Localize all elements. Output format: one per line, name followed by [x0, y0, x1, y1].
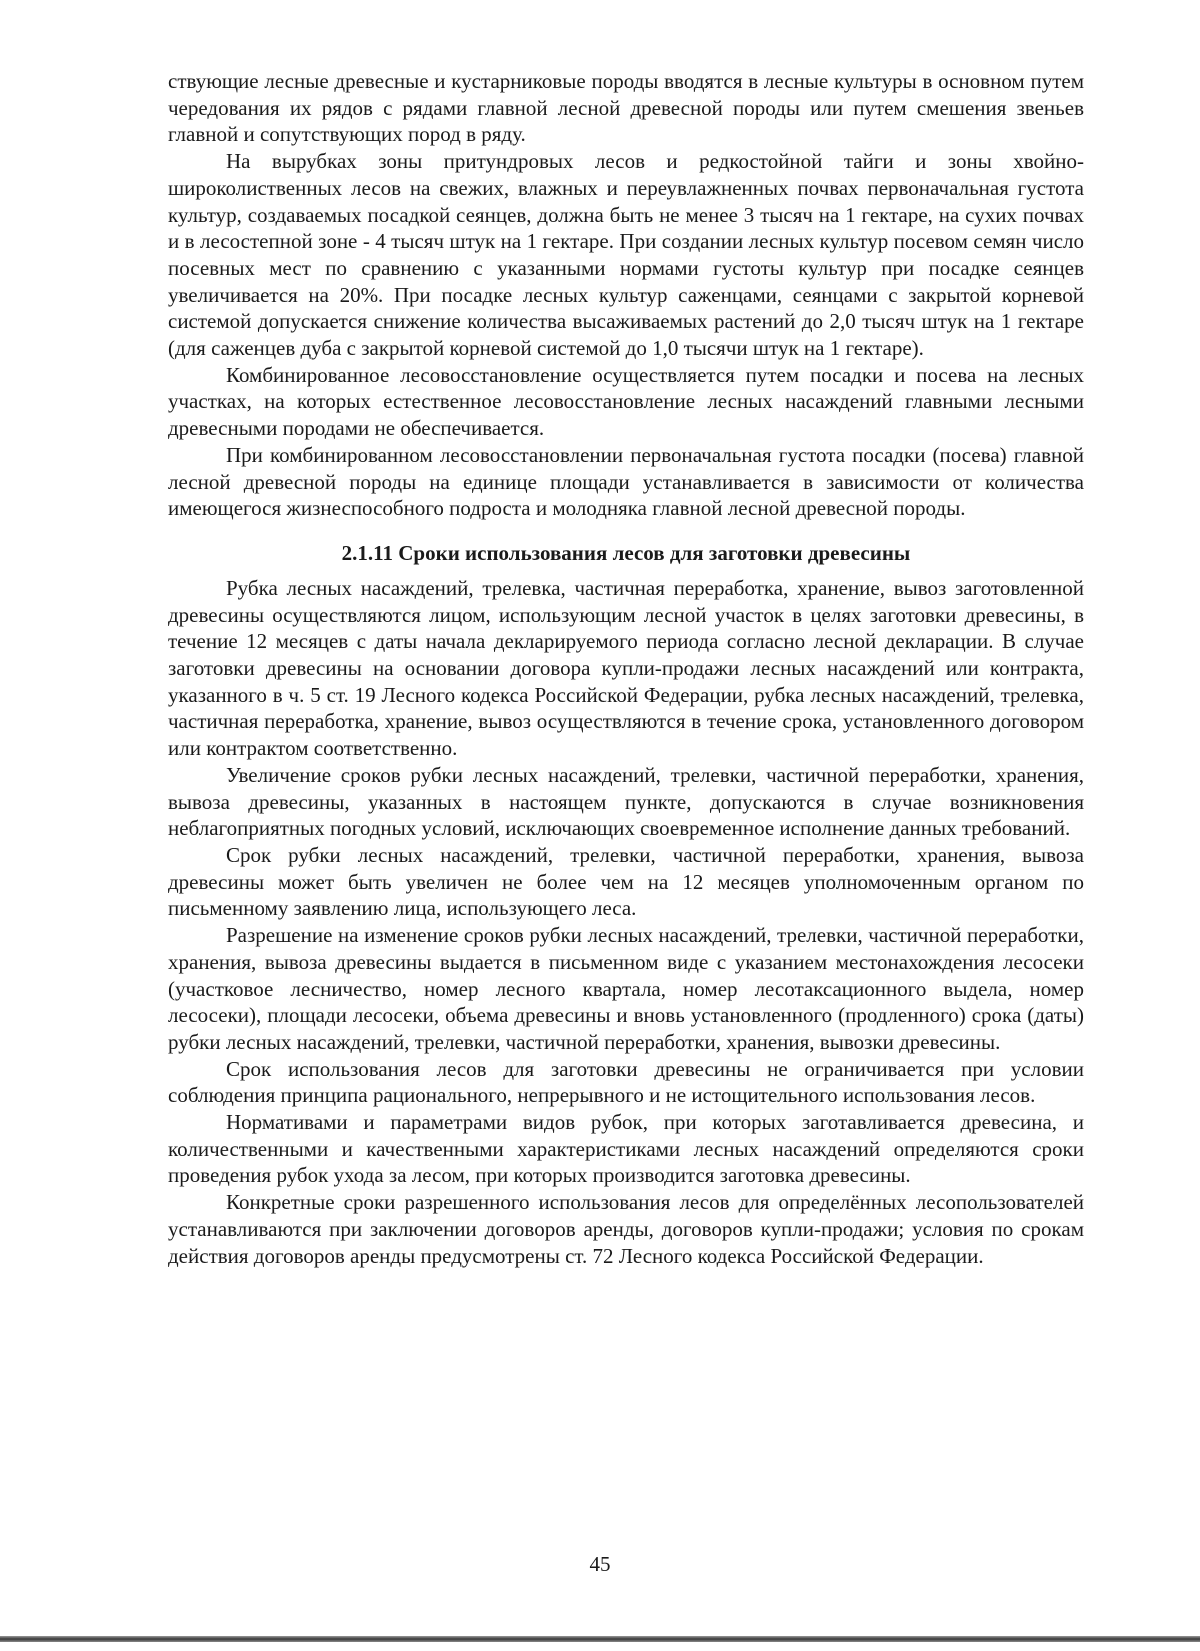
- paragraph-term-extension: Увеличение сроков рубки лесных насаждений, трелевки, частичной переработки, хранения, вывоза древесины, указанных в настоящем пункте, допускаются в случае возникновения неблагоприятных погодных условий, исключающих своевременное исполнение данных требований.: [168, 762, 1084, 841]
- paragraph-permission: Разрешение на изменение сроков рубки лесных насаждений, трелевки, частичной переработки, хранения, вывоза древесины выдается в письменном виде с указанием местонахождения лесосеки (участковое лесничество, номер лесного квартала, номер лесотаксационного выдела, номер лесосеки), площади лесосеки, объема древесины и вновь установленного (продленного) срока (даты) рубки лесных насаждений, трелевки, частичной переработки, хранения, вывозки древесины.: [168, 923, 1084, 1054]
- paragraph-continuation: ствующие лесные древесные и кустарниковые породы вводятся в лесные культуры в основном путем чередования их рядов с рядами главной лесной древесной породы или путем смешения звеньев главной и сопутствующих пород в ряду.: [168, 69, 1084, 147]
- document-page: [168, 68, 1084, 1269]
- scan-edge-line: [0, 1636, 1200, 1642]
- paragraph-initial-density: На вырубках зоны притундровых лесов и редкостойной тайги и зоны хвойно-широколиственных лесов на свежих, влажных и переувлажненных почвах первоначальная густота культур, создаваемых посадкой сеянцев, должна быть не менее 3 тысяч на 1 гектаре, на сухих почвах и в лесостепной зоне - 4 тысяч штук на 1 гектаре. При создании лесных культур посевом семян число посевных мест по сравнению с указанными нормами густоты культур при посадке сеянцев увеличивается на 20%. При посадке лесных культур саженцами, сеянцами с закрытой корневой системой допускается снижение количества высаживаемых растений до 2,0 тысяч штук на 1 гектаре (для саженцев дуба с закрытой корневой системой до 1,0 тысячи штук на 1 гектаре).: [168, 149, 1084, 361]
- paragraph-standards: Нормативами и параметрами видов рубок, при которых заготавливается древесина, и количественными и качественными характеристиками лесных насаждений определяются сроки проведения рубок ухода за лесом, при которых производится заготовка древесины.: [168, 1110, 1084, 1188]
- paragraph-specific-terms: Конкретные сроки разрешенного использования лесов для определённых лесопользователей устанавливаются при заключении договоров аренды, договоров купли-продажи; условия по срокам действия договоров аренды предусмотрены ст. 72 Лесного кодекса Российской Федерации.: [168, 1190, 1084, 1268]
- section-heading: 2.1.11 Сроки использования лесов для заготовки древесины: [341, 540, 911, 565]
- paragraph-unlimited-term: Срок использования лесов для заготовки древесины не ограничивается при условии соблюдения принципа рационального, непрерывного и не истощительного использования лесов.: [168, 1056, 1084, 1108]
- page-number: 45: [589, 1552, 611, 1576]
- paragraph-combined-reforestation: Комбинированное лесовосстановление осуществляется путем посадки и посева на лесных участках, на которых естественное лесовосстановление лесных насаждений главными лесными древесными породами не обеспечивается.: [168, 362, 1084, 441]
- paragraph-combined-density: При комбинированном лесовосстановлении первоначальная густота посадки (посева) главной лесной древесной породы на единице площади устанавливается в зависимости от количества имеющегося жизнеспособного подроста и молодняка главной лесной древесной породы.: [168, 442, 1084, 521]
- paragraph-extension-limit: Срок рубки лесных насаждений, трелевки, частичной переработки, хранения, вывоза древесины может быть увеличен не более чем на 12 месяцев уполномоченным органом по письменному заявлению лица, использующего леса.: [168, 842, 1084, 921]
- paragraph-logging-terms: Рубка лесных насаждений, трелевка, частичная переработка, хранение, вывоз заготовленной древесины осуществляются лицом, использующим лесной участок в целях заготовки древесины, в течение 12 месяцев с даты начала декларируемого периода согласно лесной декларации. В случае заготовки древесины на основании договора купли-продажи лесных насаждений или контракта, указанного в ч. 5 ст. 19 Лесного кодекса Российской Федерации, рубка лесных насаждений, трелевка, частичная переработка, хранение, вывоз осуществляются в течение срока, установленного договором или контрактом соответственно.: [168, 575, 1084, 761]
